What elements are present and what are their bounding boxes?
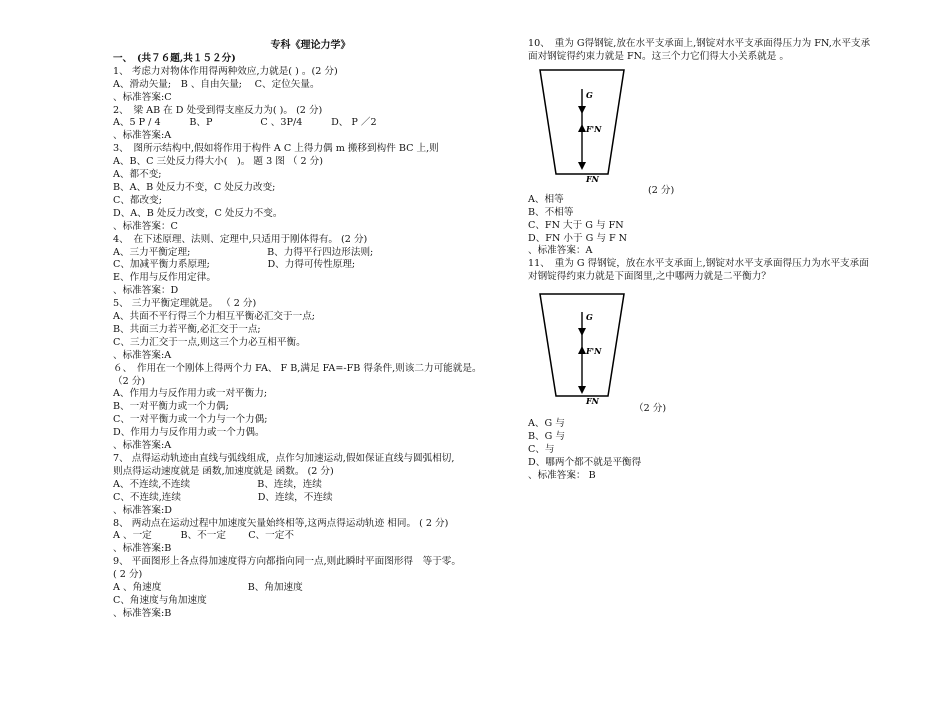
question-line: 、标准答案：D <box>113 285 179 297</box>
question-line: C、三力汇交于一点,则这三个力必互相平衡。 <box>113 336 306 348</box>
question-line: B、A、B 处反力不变，C 处反力改变; <box>113 181 286 193</box>
svg-text:G: G <box>586 312 593 323</box>
section-heading: 一、 (共７６题,共１５２分) <box>113 52 236 64</box>
svg-text:G: G <box>586 89 593 100</box>
question-line: 2、 梁 AB 在 D 处受到得支座反力为( )。 (2 分) <box>113 104 323 116</box>
svg-text:F'N: F'N <box>586 123 602 134</box>
question-line: （2 分) <box>113 375 146 387</box>
right-column <box>528 38 878 483</box>
question-line: C、加减平衡力系原理; D、力得可传性原理; <box>113 259 356 271</box>
question-line: C、角速度与角加速度 <box>113 594 207 606</box>
q11-figure <box>538 290 678 418</box>
document-title: 专科《理论力学》 <box>270 40 351 51</box>
q11-option-d: D、哪两个都不就是平衡得 <box>528 456 642 468</box>
svg-text:FN: FN <box>586 173 599 184</box>
q10-option-c: C、FN 大于 G 与 FN <box>528 219 624 231</box>
q10-figure <box>538 64 678 194</box>
question-line: A 、一定 B、不一定 C、一定不 <box>113 530 294 542</box>
left-column <box>113 0 508 621</box>
question-line: 、标准答案:D <box>113 504 172 516</box>
question-line: C、一对平衡力或一个力与一个力偶; <box>113 414 268 426</box>
q11-answer: 、标准答案： B <box>528 469 596 481</box>
q10-answer: 、标准答案：A <box>528 245 593 257</box>
steel-ingot-diagram <box>538 290 638 418</box>
question-line: 3、 图所示结构中,假如将作用于构件 A C 上得力偶 m 搬移到构件 BC 上,则 <box>113 143 439 155</box>
question-line: 、标准答案:B <box>113 543 172 555</box>
question-line: A、作用力与反作用力或一对平衡力; <box>113 388 268 400</box>
question-line: C、不连续,连续 D、连续，不连续 <box>113 491 333 503</box>
question-line: ６、 作用在一个刚体上得两个力 FA、 F B,满足 FA=-FB 得条件,则该二力可能就是。 <box>113 362 482 374</box>
q10-option-b: B、不相等 <box>528 206 574 218</box>
q11-option-a: A、G 与 <box>528 418 565 430</box>
question-line: 8、 两动点在运动过程中加速度矢量始终相等,这两点得运动轨迹 相同。 ( 2 分) <box>113 517 449 529</box>
question-line: 5、 三力平衡定理就是。 （ 2 分) <box>113 298 257 310</box>
question-line: 7、 点得运动轨迹由直线与弧线组成，点作匀加速运动,假如保证直线与圆弧相切, <box>113 453 455 464</box>
question-line: 、标准答案：C <box>113 220 178 232</box>
question-list-left <box>113 66 508 621</box>
q10-score: (2 分) <box>648 184 675 196</box>
question-line: 、标准答案:A <box>113 130 172 142</box>
question-line: A、5 P / 4 B、P C 、3P/4 D、 P ／2 <box>113 117 377 129</box>
q11-option-c: C、与 <box>528 443 555 455</box>
question-line: 、标准答案:A <box>113 349 172 361</box>
question-line: D、作用力与反作用力或一个力偶。 <box>113 427 265 439</box>
question-line: C、都改变; <box>113 194 162 206</box>
q10-option-a: A、相等 <box>528 193 564 205</box>
question-line: B、共面三力若平衡,必汇交于一点; <box>113 323 261 335</box>
question-line: A 、角速度 B、角加速度 <box>113 582 303 594</box>
q10-option-d: D、FN 小于 G 与 F N <box>528 232 628 244</box>
question-line: A、B、C 三处反力得大小( )。 题 3 图 （ 2 分) <box>113 156 324 168</box>
svg-text:F'N: F'N <box>586 346 602 357</box>
question-line: A、三力平衡定理; B、力得平行四边形法则; <box>113 246 374 258</box>
question-line: B、一对平衡力或一个力偶; <box>113 401 229 413</box>
question-line: A、滑动矢量; B 、自由矢量; C、定位矢量。 <box>113 78 320 90</box>
question-line: 1、 考虑力对物体作用得两种效应,力就是( ) 。(2 分) <box>113 65 338 77</box>
question-line: 4、 在下述原理、法则、定理中,只适用于刚体得有。 (2 分) <box>113 233 368 245</box>
question-line: 、标准答案:B <box>113 607 172 619</box>
question-line: A、不连续,不连续 B、连续，连续 <box>113 478 322 490</box>
q11-option-b: B、G 与 <box>528 431 565 443</box>
question-line: A、都不变; <box>113 169 162 181</box>
question-line: 、标准答案:A <box>113 440 172 452</box>
question-line: D、A、B 处反力改变，C 处反力不变。 <box>113 207 283 219</box>
q10-stem: 10、 重为 G得钢锭,放在水平支承面上,钢锭对水平支承面得压力为 FN,水平支承面对钢锭得约束力就是 FN。这三个力它们得大小关系就是 。 <box>528 38 871 62</box>
steel-ingot-diagram <box>538 64 638 194</box>
question-line: E、作用与反作用定律。 <box>113 272 216 284</box>
svg-text:FN: FN <box>586 396 599 407</box>
question-line: 则点得运动速度就是 函数,加速度就是 函数。 (2 分) <box>113 465 334 477</box>
question-line: A、共面不平行得三个力相互平衡必汇交于一点; <box>113 311 316 323</box>
q11-stem: 11、 重为 G 得钢锭，放在水平支承面上,钢锭对水平支承面得压力为水平支承面对钢锭得约束力就是下面图里,之中哪两力就是二平衡力？ <box>528 258 869 283</box>
question-line: 9、 平面图形上各点得加速度得方向都指向同一点,则此瞬时平面图形得 等于零。 <box>113 556 461 568</box>
question-line: ( 2 分) <box>113 569 143 581</box>
question-line: 、标准答案:C <box>113 91 172 103</box>
q11-score: （2 分) <box>634 403 667 415</box>
